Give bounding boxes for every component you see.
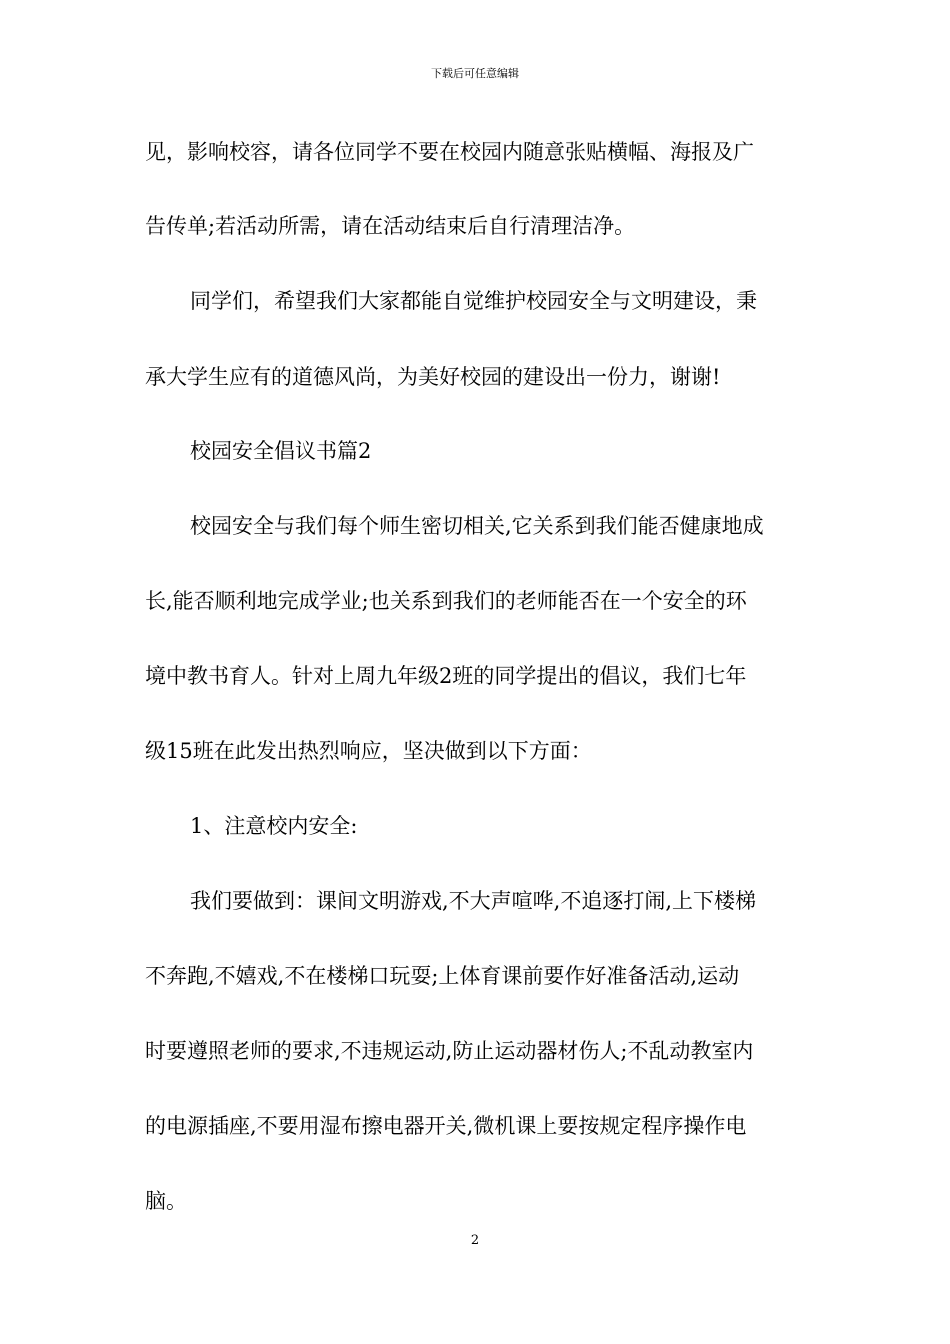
paragraph-line: 校园安全与我们每个师生密切相关,它关系到我们能否健康地成 <box>190 514 764 538</box>
paragraph-line: 告传单;若活动所需，请在活动结束后自行清理洁净。 <box>145 214 636 238</box>
paragraph-line: 见，影响校容，请各位同学不要在校园内随意张贴横幅、海报及广 <box>145 140 754 164</box>
paragraph-line: 时要遵照老师的要求,不违规运动,防止运动器材伤人;不乱动教室内 <box>145 1039 754 1063</box>
paragraph-line: 不奔跑,不嬉戏,不在楼梯口玩耍;上体育课前要作好准备活动,运动 <box>145 964 740 988</box>
paragraph-line: 长,能否顺利地完成学业;也关系到我们的老师能否在一个安全的环 <box>145 589 747 613</box>
section-heading: 校园安全倡议书篇2 <box>190 439 372 463</box>
paragraph-line: 承大学生应有的道德风尚，为美好校园的建设出一份力，谢谢! <box>145 365 721 389</box>
paragraph-line: 我们要做到：课间文明游戏,不大声喧哗,不追逐打闹,上下楼梯 <box>190 889 757 913</box>
list-item-heading: 1、注意校内安全: <box>190 814 358 838</box>
paragraph-line: 脑。 <box>145 1189 187 1213</box>
page-header: 下载后可任意编辑 <box>431 67 519 80</box>
paragraph-line: 同学们，希望我们大家都能自觉维护校园安全与文明建设，秉 <box>190 289 757 313</box>
paragraph-line: 境中教书育人。针对上周九年级2班的同学提出的倡议，我们七年 <box>145 664 747 688</box>
paragraph-line: 级15班在此发出热烈响应，坚决做到以下方面： <box>145 739 592 763</box>
paragraph-line: 的电源插座,不要用湿布擦电器开关,微机课上要按规定程序操作电 <box>145 1114 747 1138</box>
page-number: 2 <box>470 1233 480 1248</box>
